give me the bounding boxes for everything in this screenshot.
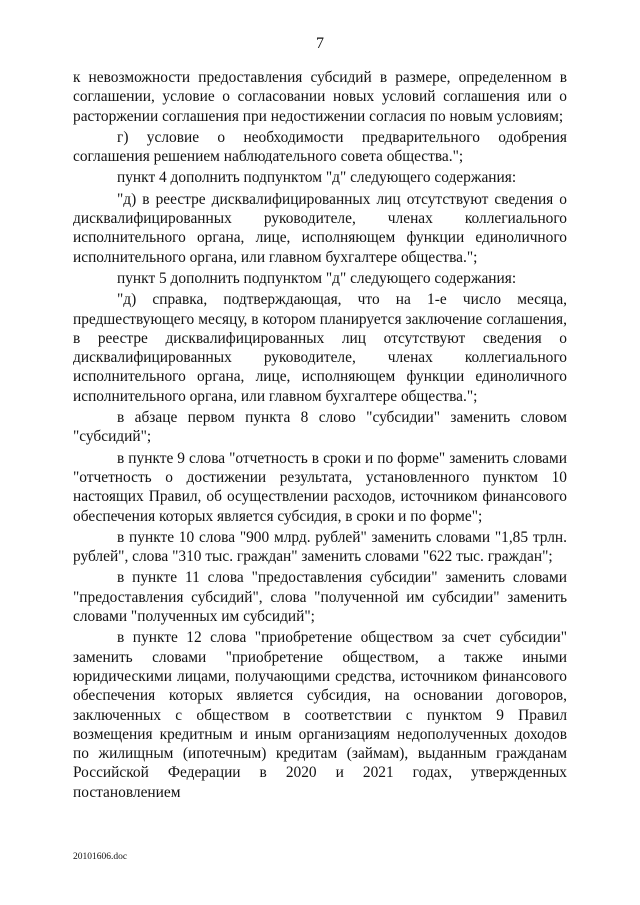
paragraph-continuation: к невозможности предоставления субсидий в размере, определенном в соглашении, условие о согласовании новых условий соглашения или о расторжении соглашения при недостижении согласия по новым условиям; [73,69,567,125]
paragraph-amend-point-10: в пункте 10 слова "900 млрд. рублей" заменить словами "1,85 трлн. рублей", слова "310 тыс. граждан" заменить словами "622 тыс. граждан"; [73,528,567,566]
paragraph-amend-point-8: в абзаце первом пункта 8 слово "субсидии" заменить словом "субсидий"; [73,409,567,446]
paragraph-amend-point-5: пункт 5 дополнить подпунктом "д" следующего содержания: [117,269,517,287]
paragraph-amend-point-4: пункт 4 дополнить подпунктом "д" следующего содержания: [117,169,517,187]
paragraph-subclause-d-certificate: "д) справка, подтверждающая, что на 1-е число месяца, предшествующего месяцу, в котором планируется заключение соглашения, в реестре дисквалифицированных лиц отсутствуют сведения о дисквалифицированных руководителе, членах коллегиального исполнительного органа, лице, исполняющем функции единоличного исполнительного органа, или главном бухгалтере общества."; [73,291,567,405]
document-body [73,68,567,802]
paragraph-amend-point-12: в пункте 12 слова "приобретение обществом за счет субсидии" заменить словами "приобретение обществом, а также иными юридическими лицами, получающими средства, источником финансового обеспечения которых является субсидия, на основании договоров, заключенных с обществом в соответствии с пунктом 9 Правил возмещения кредитным и иным организациям недополученных доходов по жилищным (ипотечным) кредитам (займам), выданным гражданам Российской Федерации в 2020 и 2021 годах, утвержденных постановлением [73,629,567,801]
page-number: 7 [316,35,324,52]
paragraph-subclause-g: г) условие о необходимости предварительного одобрения соглашения решением наблюдательного совета общества."; [73,128,567,166]
paragraph-amend-point-9: в пункте 9 слова "отчетность в сроки и по форме" заменить словами "отчетность о достижении результата, установленного пунктом 10 настоящих Правил, об осуществлении расходов, источником финансового обеспечения которых является субсидия, в сроки и по форме"; [73,449,567,525]
paragraph-subclause-d-registry: "д) в реестре дисквалифицированных лиц отсутствуют сведения о дисквалифицированных руководителе, членах коллегиального исполнительного органа, лице, исполняющем функции единоличного исполнительного органа, или главном бухгалтере общества."; [73,190,567,266]
paragraph-amend-point-11: в пункте 11 слова "предоставления субсидии" заменить словами "предоставления субсидий", слова "полученной им субсидии" заменить словами "полученных им субсидий"; [73,569,567,626]
document-file-code: 20101606.doc [73,852,128,862]
